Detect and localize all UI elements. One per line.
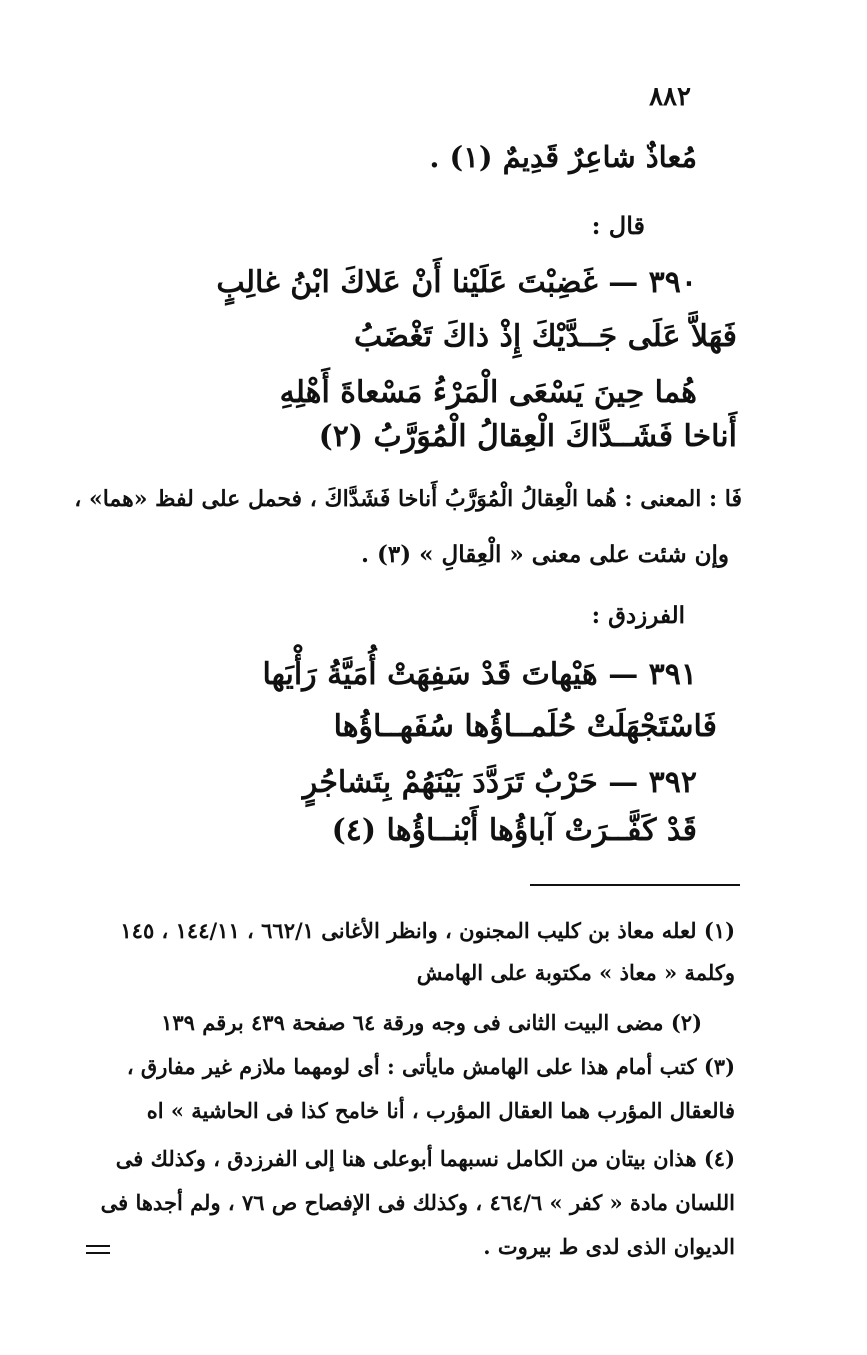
- verse-392-second-hemistich: قَدْ كَفَّــرَتْ آباؤُها أَبْنــاؤُها (٤): [331, 813, 697, 848]
- verse-390-second-hemistich: فَهَلاَّ عَلَى جَــدَّيْكَ إِذْ ذاكَ تَغْضَبُ: [353, 319, 737, 354]
- verse-follow-second-hemistich: أَناخا فَشَــدَّاكَ الْعِقالُ الْمُوَرَّبُ (٢): [318, 419, 737, 454]
- page-number: ٨٨٢: [649, 82, 691, 112]
- verse-390-first-text: غَضِبْتَ عَلَيْنا أَنْ عَلاكَ ابْنُ غالِبٍ: [216, 265, 598, 300]
- footnote-1-line-2: وكلمة « معاذ » مكتوبة على الهامش: [416, 960, 735, 985]
- verse-392-first-text: حَرْبٌ تَرَدَّدَ بَيْنَهُمْ بِتَشاجُرٍ: [302, 765, 598, 800]
- footnote-4-line-2: اللسان مادة « كفر » ٤٦٤/٦ ، وكذلك فى الإفصاح ص ٧٦ ، ولم أجدها فى: [100, 1190, 735, 1215]
- commentary-line-1: فَا : المعنى : هُما الْعِقالُ الْمُوَرَّبُ أَناخا فَشَدَّاكَ ، فحمل على لفظ «هما» ،: [74, 486, 742, 512]
- footnote-2-line-1: (٢) مضى البيت الثانى فى وجه ورقة ٦٤ صفحة ٤٣٩ برقم ١٣٩: [161, 1010, 702, 1035]
- verse-391-first-text: هَيْهاتَ قَدْ سَفِهَتْ أُمَيَّةُ رَأْيَها: [262, 657, 598, 692]
- footnote-4-line-1: (٤) هذان بيتان من الكامل نسبهما أبوعلى هنا إلى الفرزدق ، وكذلك فى: [115, 1146, 735, 1171]
- intro-line: مُعاذٌ شاعِرٌ قَدِيمٌ (١) .: [429, 140, 697, 174]
- verse-392-first-hemistich: [302, 765, 697, 800]
- end-mark-rule-bottom: [86, 1252, 110, 1254]
- end-mark-rule-top: [86, 1245, 110, 1247]
- footnote-3-line-1: (٣) كتب أمام هذا على الهامش مايأتى : أى لومهما ملازم غير مفارق ،: [126, 1054, 735, 1079]
- verse-392-number: ٣٩٢ —: [608, 765, 697, 800]
- footnote-4-line-3: الديوان الذى لدى ط بيروت .: [483, 1234, 735, 1259]
- verse-391-second-hemistich: فَاسْتَجْهَلَتْ حُلَمــاؤُها سُفَهــاؤُها: [333, 709, 717, 744]
- footnote-separator-rule: [530, 884, 740, 886]
- verse-follow-first-hemistich: هُما حِينَ يَسْعَى الْمَرْءُ مَسْعاةَ أَهْلِهِ: [279, 375, 697, 410]
- commentary-line-2: وإن شئت على معنى « الْعِقالِ » (٣) .: [360, 541, 729, 568]
- verse-390-number: ٣٩٠ —: [608, 265, 697, 300]
- label-farazdaq: الفرزدق :: [591, 602, 685, 629]
- label-qal: قال :: [591, 211, 645, 240]
- verse-391-number: ٣٩١ —: [608, 657, 697, 692]
- footnote-3-line-2: فالعقال المؤرب هما العقال المؤرب ، أنا خامح كذا فى الحاشية » اه: [146, 1098, 735, 1123]
- verse-390-first-hemistich: [216, 265, 697, 300]
- verse-391-first-hemistich: [262, 657, 697, 692]
- footnote-1-line-1: (١) لعله معاذ بن كليب المجنون ، وانظر الأغانى ٦٦٢/١ ، ١٤٤/١١ ، ١٤٥: [120, 918, 735, 943]
